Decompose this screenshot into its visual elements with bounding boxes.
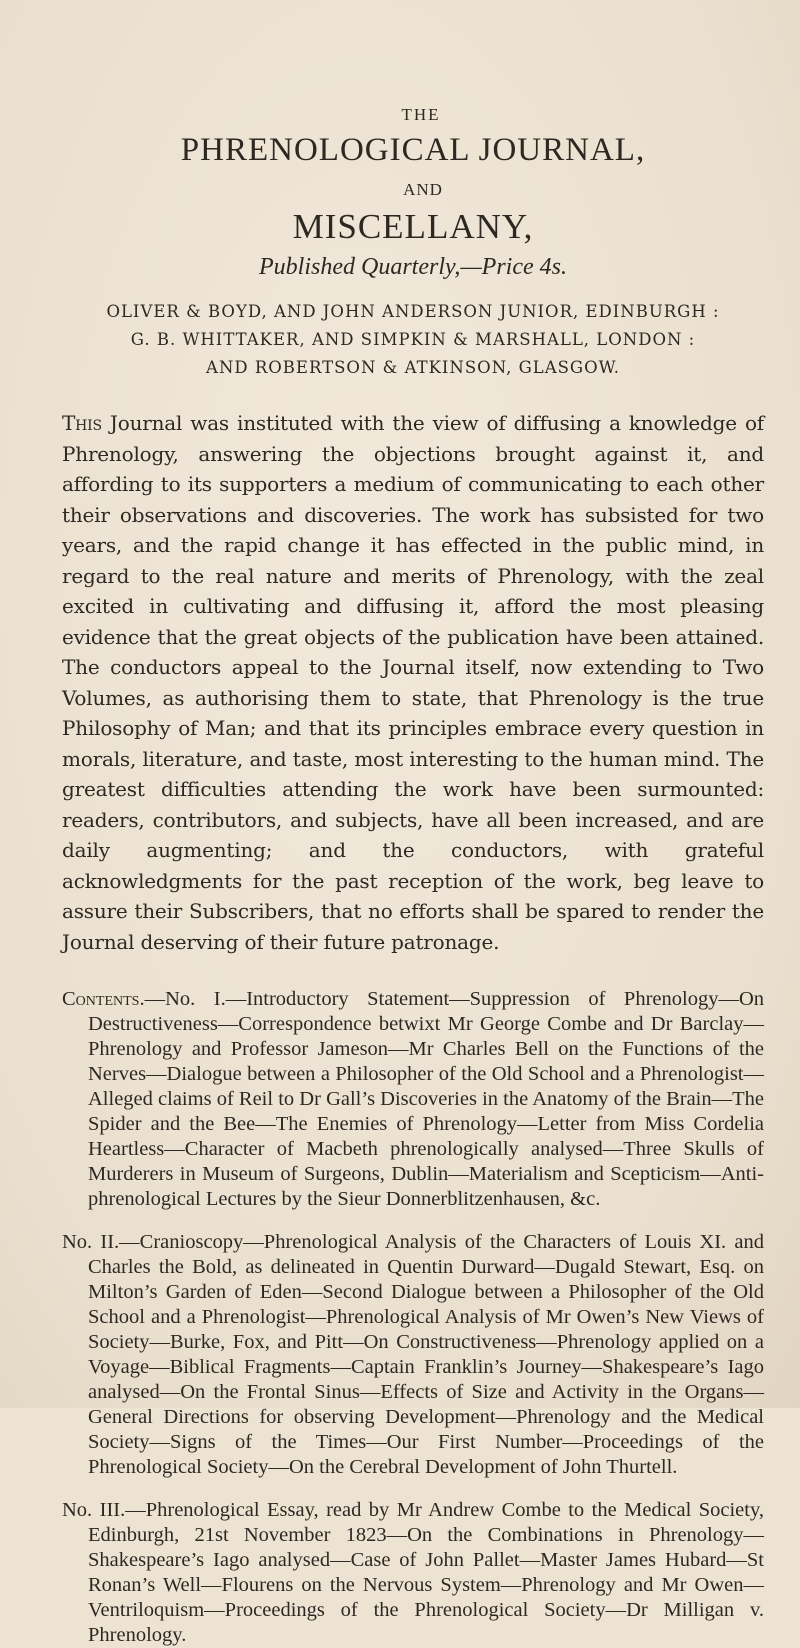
contents-list	[62, 987, 764, 1648]
publishers-block	[62, 298, 764, 382]
contents-text: No. III.—Phrenological Essay, read by Mr Andrew Combe to the Medical Society, Edinburgh, 21st November 1823—On the Combinations in Phrenology—Shakespeare’s Iago analysed—Case of John Pallet—Master James Hubard—St Ronan’s Well—Flourens on the Nervous System—Phrenology and Mr Owen—Ventriloquism—Proceedings of the Phrenological Society—Dr Milligan v. Phrenology.	[62, 1499, 764, 1646]
publisher-line: G. B. WHITTAKER, AND SIMPKIN & MARSHALL, LONDON :	[130, 330, 696, 349]
intro-paragraph	[62, 408, 764, 957]
publisher-line: AND ROBERTSON & ATKINSON, GLASGOW.	[206, 358, 620, 377]
contents-entry	[62, 1230, 764, 1480]
journal-subtitle: MISCELLANY,	[292, 207, 534, 246]
publisher-line: OLIVER & BOYD, AND JOHN ANDERSON JUNIOR, EDINBURGH :	[106, 302, 720, 321]
contents-entry	[62, 1498, 764, 1648]
contents-lead: Contents.	[62, 988, 145, 1010]
journal-title: PHRENOLOGICAL JOURNAL,	[180, 132, 646, 168]
contents-text: No. II.—Cranioscopy—Phrenological Analysis of the Characters of Louis XI. and Charles the Bold, as delineated in Quentin Durward—Dugald Stewart, Esq. on Milton’s Garden of Eden—Second Dialogue between a Philosopher of the Old School and a Phrenologist—Phrenological Analysis of Mr Owen’s New Views of Society—Burke, Fox, and Pitt—On Constructiveness—Phrenology applied on a Voyage—Biblical Fragments—Captain Franklin’s Journey—Shakespeare’s Iago analysed—On the Frontal Sinus—Effects of Size and Activity in the Organs—General Directions for observing Development—Phrenology and the Medical Society—Signs of the Times—Our First Number—Proceedings of the Phrenological Society—On the Cerebral Development of John Thurtell.	[62, 1231, 764, 1478]
intro-lead: This	[62, 411, 102, 435]
contents-text: —No. I.—Introductory Statement—Suppression of Phrenology—On Destructiveness—Correspondence betwixt Mr George Combe and Dr Barclay—Phrenology and Professor Jameson—Mr Charles Bell on the Functions of the Nerves—Dialogue between a Philosopher of the Old School and a Phrenologist—Alleged claims of Reil to Dr Gall’s Discoveries in the Anatomy of the Brain—The Spider and the Bee—The Enemies of Phrenology—Letter from Miss Cordelia Heartless—Character of Macbeth phrenologically analysed—Three Skulls of Murderers in Museum of Surgeons, Dublin—Materialism and Scepticism—Anti-phrenological Lectures by the Sieur Donnerblitzenhausen, &c.	[88, 988, 764, 1210]
intro-text: Journal was instituted with the view of diffusing a knowledge of Phrenology, answering the objections brought against it, and affording to its supporters a medium of communicating to each other their observations and discoveries. The work has subsisted for two years, and the rapid change it has effected in the public mind, in regard to the real nature and merits of Phrenology, with the zeal excited in cultivating and diffusing it, afford the most pleasing evidence that the great objects of the publication have been attained. The conductors appeal to the Journal itself, now extending to Two Volumes, as authorising them to state, that Phrenology is the true Philosophy of Man; and that its principles embrace every question in morals, literature, and taste, most interesting to the human mind. The greatest difficulties attending the work have been surmounted: readers, contributors, and subjects, have all been increased, and are daily augmenting; and the conductors, with grateful acknowledgments for the past reception of the work, beg leave to assure their Subscribers, that no efforts shall be spared to render the Journal deserving of their future patronage.	[62, 411, 764, 954]
contents-entry	[62, 987, 764, 1212]
heading-and: AND	[403, 180, 443, 199]
publication-info: Published Quarterly,—Price 4s.	[259, 254, 567, 280]
heading-the: THE	[401, 105, 441, 124]
